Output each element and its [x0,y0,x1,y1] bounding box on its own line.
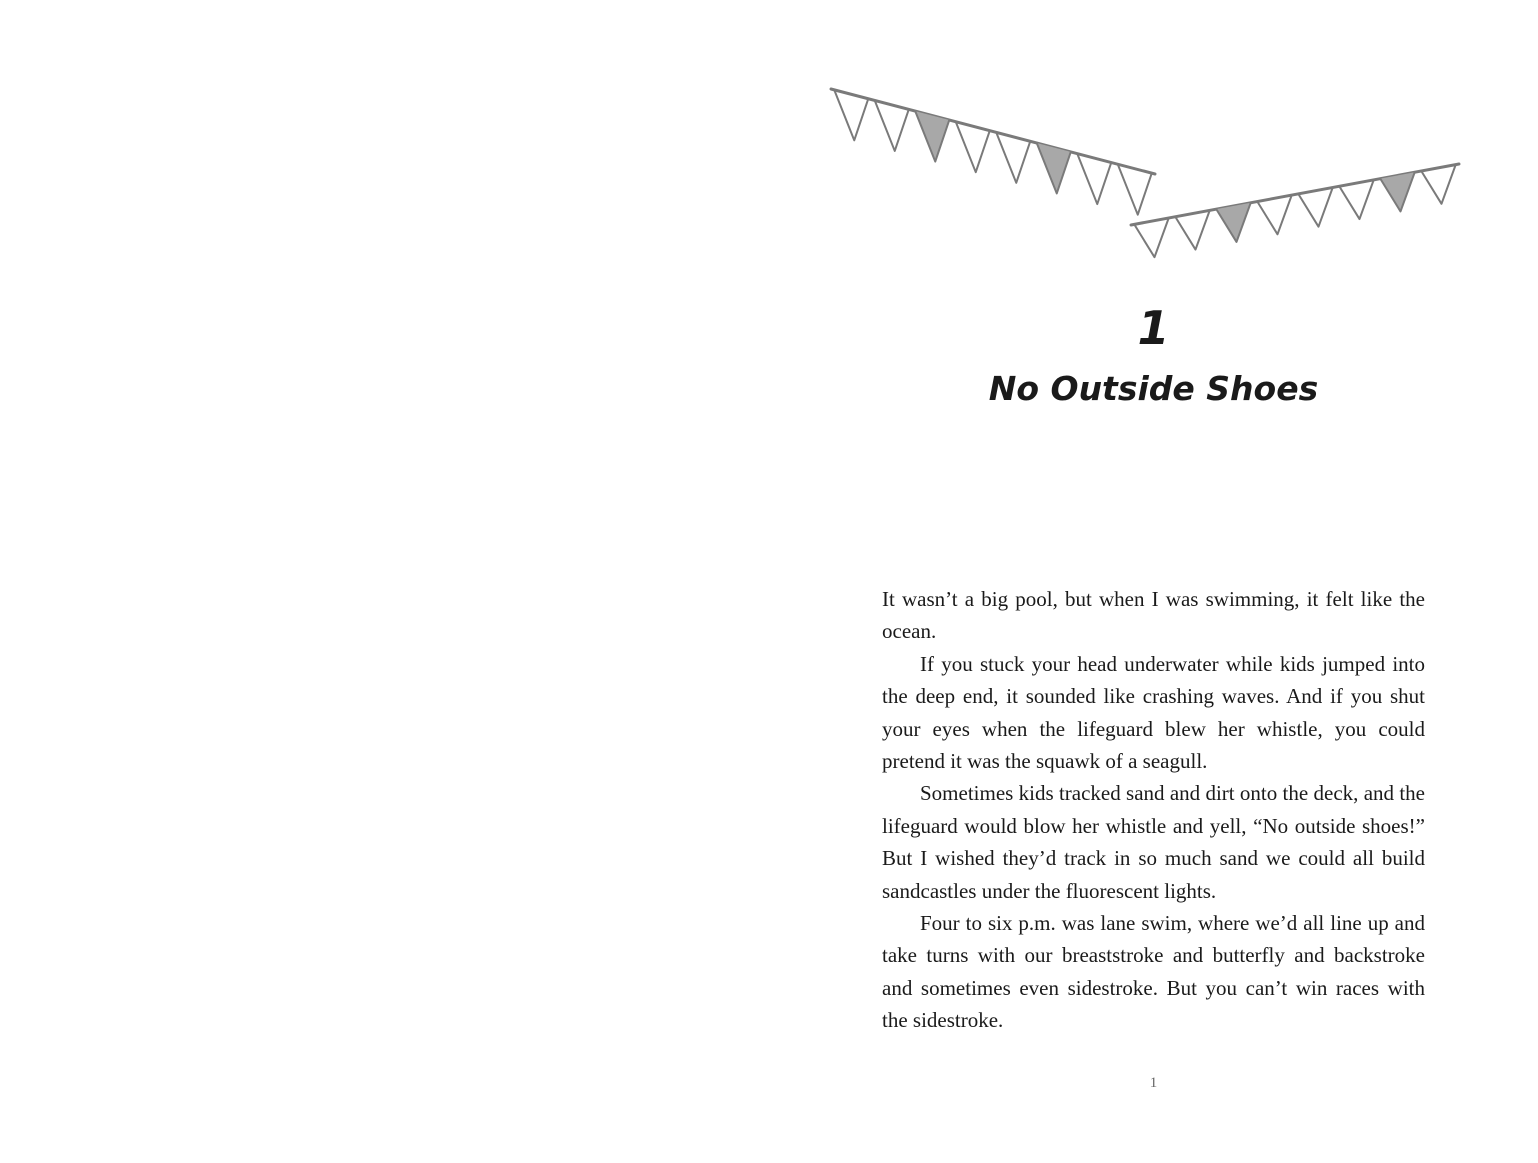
chapter-number: 1 [1137,301,1170,355]
bunting-string-left [831,89,1155,215]
paragraph-2: If you stuck your head underwater while kids jumped into the deep end, it sounded like crashing waves. And if you shut your eyes when the lifeguard blew her whistle, you could pretend it was the squawk of a seagull. [882,651,1425,774]
pennant-flag [1216,203,1250,242]
chapter-body-text [882,583,1425,1037]
pennant-bunting-illustration [769,0,1538,280]
paragraph-4: Four to six p.m. was lane swim, where we’d all line up and take turns with our breaststroke and butterfly and backstroke and sometimes even sidestroke. But you can’t win races with the sidestroke. [882,911,1425,1033]
page-number: 1 [1149,1075,1158,1091]
bunting-rope [831,89,1155,174]
right-page [769,0,1538,1163]
paragraph-3: Sometimes kids tracked sand and dirt onto the deck, and the lifeguard would blow her whistle and yell, “No outside shoes!” But I wished they’d track in so much sand we could all build sandcastles under the fluorescent lights. [882,781,1425,903]
pennant-flag [1380,172,1414,211]
chapter-title: No Outside Shoes [988,369,1319,408]
paragraph-1: It wasn’t a big pool, but when I was swimming, it felt like the ocean. [882,587,1425,644]
bunting-string-right [1131,164,1459,257]
